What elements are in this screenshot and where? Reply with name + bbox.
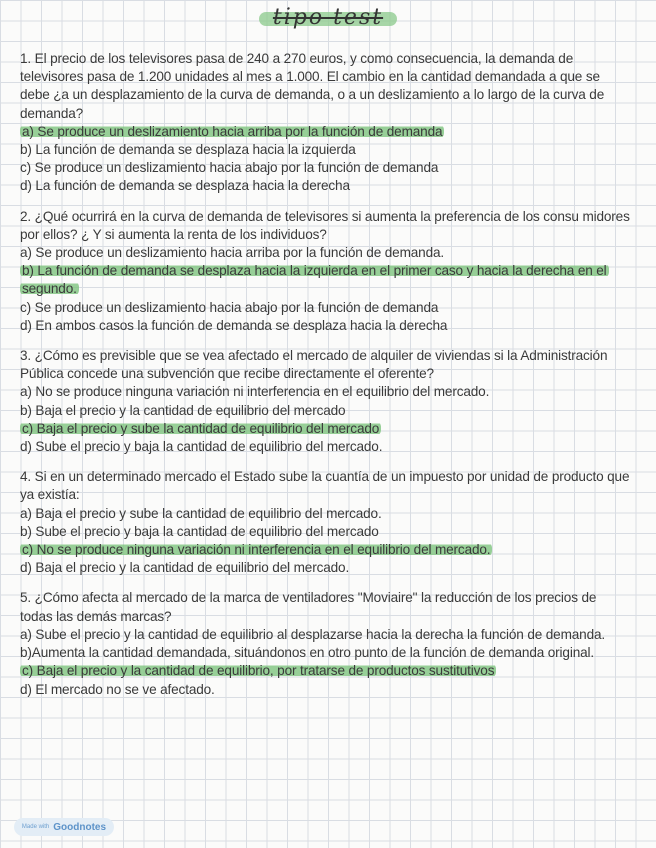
question-stem: 3. ¿Cómo es previsible que se vea afectado el mercado de alquiler de viviendas si la Administración Pública concede una subvención que recibe directamente el oferente? bbox=[20, 348, 608, 382]
page-title: tipo test bbox=[259, 5, 397, 30]
option-a: a) Baja el precio y sube la cantidad de equilibrio del mercado. bbox=[20, 505, 382, 521]
made-with-label: Made with bbox=[21, 824, 50, 830]
quiz-content bbox=[20, 50, 632, 711]
option-c bbox=[20, 662, 632, 680]
goodnotes-badge bbox=[14, 818, 114, 836]
highlighted-answer: c) Baja el precio y la cantidad de equilibrio, por tratarse de productos sustitutivos bbox=[22, 663, 495, 679]
question-2 bbox=[20, 208, 632, 335]
question-3 bbox=[20, 347, 632, 456]
question-4 bbox=[20, 468, 632, 577]
question-stem: 1. El precio de los televisores pasa de 240 a 270 euros, y como consecuencia, la demanda de televisores pasa de 1.200 unidades al mes a 1.000. El cambio en la cantidad demandada a que se debe ¿a un desplazamiento de la curva de demanda, o a un deslizamiento a lo largo de la curva de demanda? bbox=[20, 51, 605, 121]
option-b bbox=[20, 262, 632, 298]
title-area bbox=[0, 2, 656, 32]
option-a: a) Se produce un deslizamiento hacia arriba por la función de demanda. bbox=[20, 245, 445, 261]
option-b: b)Aumenta la cantidad demandada, situándonos en otro punto de la función de demanda original. bbox=[20, 645, 595, 661]
option-b: b) La función de demanda se desplaza hacia la izquierda bbox=[20, 142, 356, 158]
question-5 bbox=[20, 589, 632, 698]
question-stem: 4. Si en un determinado mercado el Estado sube la cuantía de un impuesto por unidad de producto que ya existía: bbox=[20, 469, 630, 503]
question-1 bbox=[20, 50, 632, 196]
option-b: b) Baja el precio y la cantidad de equilibrio del mercado bbox=[20, 402, 346, 418]
highlighted-answer: a) Se produce un deslizamiento hacia arriba por la función de demanda bbox=[22, 123, 443, 139]
highlighted-answer: c) Baja el precio y sube la cantidad de equilibrio del mercado bbox=[22, 420, 380, 436]
option-a: a) No se produce ninguna variación ni interferencia en el equilibrio del mercado. bbox=[20, 384, 490, 400]
option-d: d) Baja el precio y la cantidad de equilibrio del mercado. bbox=[20, 560, 350, 576]
option-c bbox=[20, 541, 632, 559]
option-c: c) Se produce un deslizamiento hacia abajo por la función de demanda bbox=[20, 299, 439, 315]
option-d: d) Sube el precio y baja la cantidad de equilibrio del mercado. bbox=[20, 439, 383, 455]
highlighted-answer: b) La función de demanda se desplaza hacia la izquierda en el primer caso y hacia la derecha en el segundo. bbox=[22, 263, 607, 297]
option-d: d) El mercado no se ve afectado. bbox=[20, 681, 215, 697]
question-stem: 2. ¿Qué ocurrirá en la curva de demanda de televisores si aumenta la preferencia de los consu midores por ellos? ¿ Y si aumenta la renta de los individuos? bbox=[20, 208, 630, 242]
option-c bbox=[20, 420, 632, 438]
option-d: d) La función de demanda se desplaza hacia la derecha bbox=[20, 178, 350, 194]
option-b: b) Sube el precio y baja la cantidad de equilibrio del mercado bbox=[20, 523, 379, 539]
option-a bbox=[20, 123, 632, 141]
option-d: d) En ambos casos la función de demanda se desplaza hacia la derecha bbox=[20, 317, 448, 333]
option-a: a) Sube el precio y la cantidad de equilibrio al desplazarse hacia la derecha la función de demanda. bbox=[20, 626, 606, 642]
option-c: c) Se produce un deslizamiento hacia abajo por la función de demanda bbox=[20, 160, 439, 176]
highlighted-answer: c) No se produce ninguna variación ni interferencia en el equilibrio del mercado. bbox=[22, 542, 491, 558]
goodnotes-logo: Goodnotes bbox=[53, 821, 107, 833]
question-stem: 5. ¿Cómo afecta al mercado de la marca de ventiladores "Moviaire" la reducción de los precios de todas las demás marcas? bbox=[20, 590, 597, 624]
